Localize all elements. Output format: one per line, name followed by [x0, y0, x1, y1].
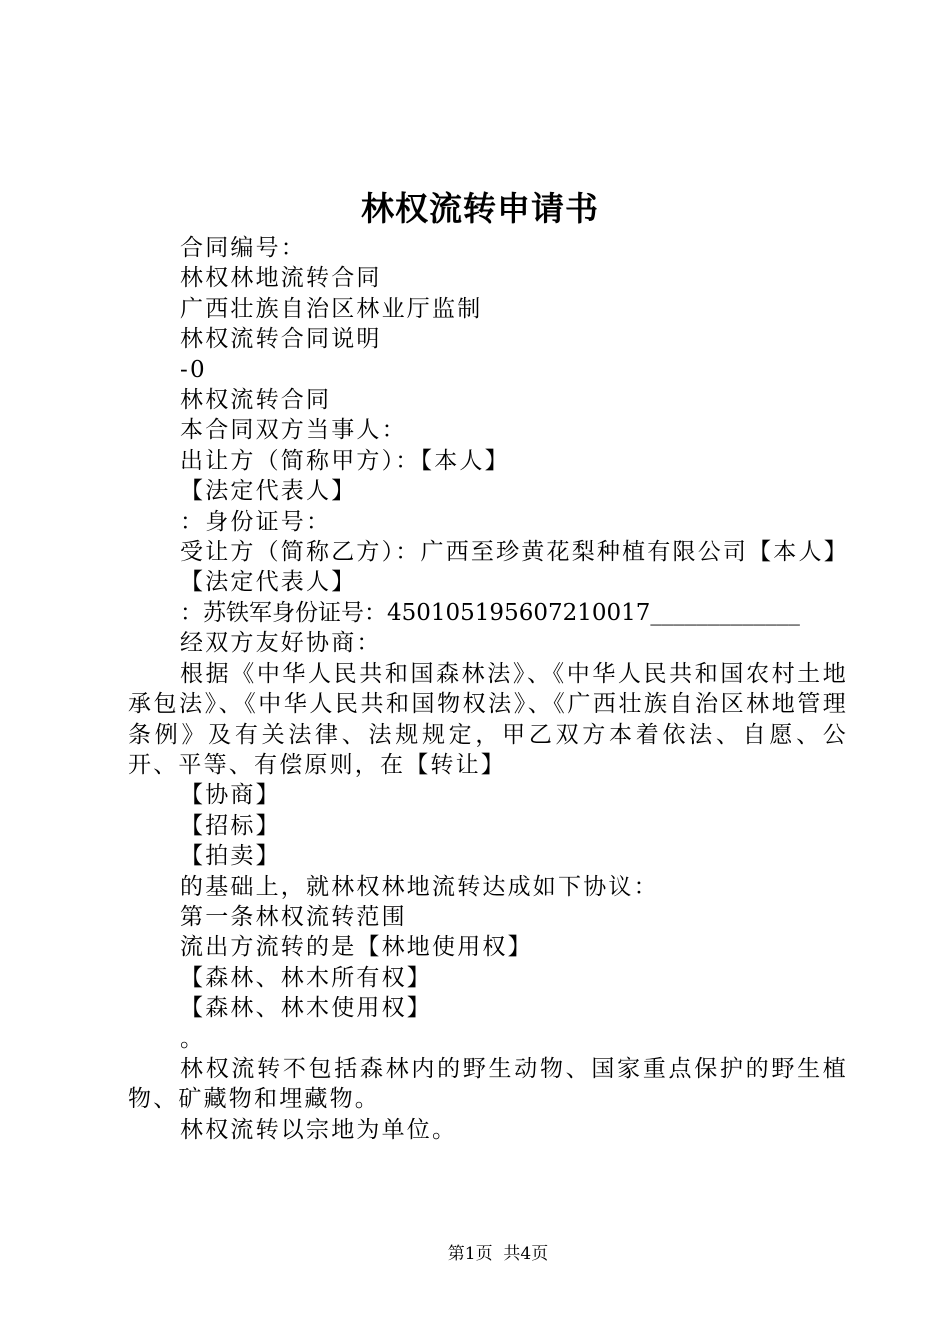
agreement-intro: 的基础上，就林权林地流转达成如下协议： [180, 873, 659, 900]
supervising-authority: 广西壮族自治区林业厅监制 [180, 295, 483, 322]
contract-number-label: 合同编号： [180, 235, 306, 261]
article-one-heading: 第一条林权流转范围 [180, 903, 407, 930]
party-b-legal-rep: 【法定代表人】 [180, 569, 357, 596]
contract-explanation-heading: 林权流转合同说明 [180, 326, 382, 353]
party-a-legal-rep: 【法定代表人】 [180, 478, 357, 505]
transfer-item-forest-use: 【森林、林木使用权】 [180, 995, 432, 1022]
parties-intro: 本合同双方当事人： [180, 417, 407, 444]
contract-name: 林权林地流转合同 [180, 265, 382, 292]
transfer-item-forest-ownership: 【森林、林木所有权】 [180, 964, 432, 991]
document-body [128, 233, 848, 1145]
legal-basis-paragraph: 根据《中华人民共和国森林法》、《中华人民共和国农村土地承包法》、《中华人民共和国物权法》、《广西壮族自治区林地管理条例》及有关法律、法规规定，甲乙双方本着依法、自愿、公开、平等、有偿原则，在【转让】 [128, 660, 848, 778]
exclusion-paragraph: 林权流转不包括森林内的野生动物、国家重点保护的野生植物、矿藏物和埋藏物。 [128, 1055, 848, 1113]
negotiation-intro: 经双方友好协商： [180, 630, 382, 657]
option-tender: 【招标】 [180, 812, 281, 839]
party-a-line: 出让方（简称甲方）：【本人】 [180, 447, 510, 474]
transfer-item-land-use: 流出方流转的是【林地使用权】 [180, 934, 533, 961]
party-a-id-line: ：身份证号： [180, 508, 332, 535]
option-negotiation: 【协商】 [180, 782, 281, 809]
period-line: 。 [180, 1025, 206, 1052]
page-footer [0, 1242, 950, 1266]
page-number: 第1页 [447, 1244, 493, 1264]
contract-heading: 林权流转合同 [180, 387, 332, 414]
party-b-id-line: ：苏铁军身份证号：450105195607210017_____________ [180, 599, 800, 626]
code-line: -0 [180, 356, 207, 383]
document-title: 林权流转申请书 [361, 189, 599, 228]
option-auction: 【拍卖】 [180, 843, 281, 870]
page-total: 共4页 [503, 1244, 549, 1264]
parcel-unit-paragraph: 林权流转以宗地为单位。 [180, 1116, 458, 1143]
party-b-line: 受让方（简称乙方）：广西至珍黄花梨种植有限公司【本人】 [180, 539, 849, 566]
